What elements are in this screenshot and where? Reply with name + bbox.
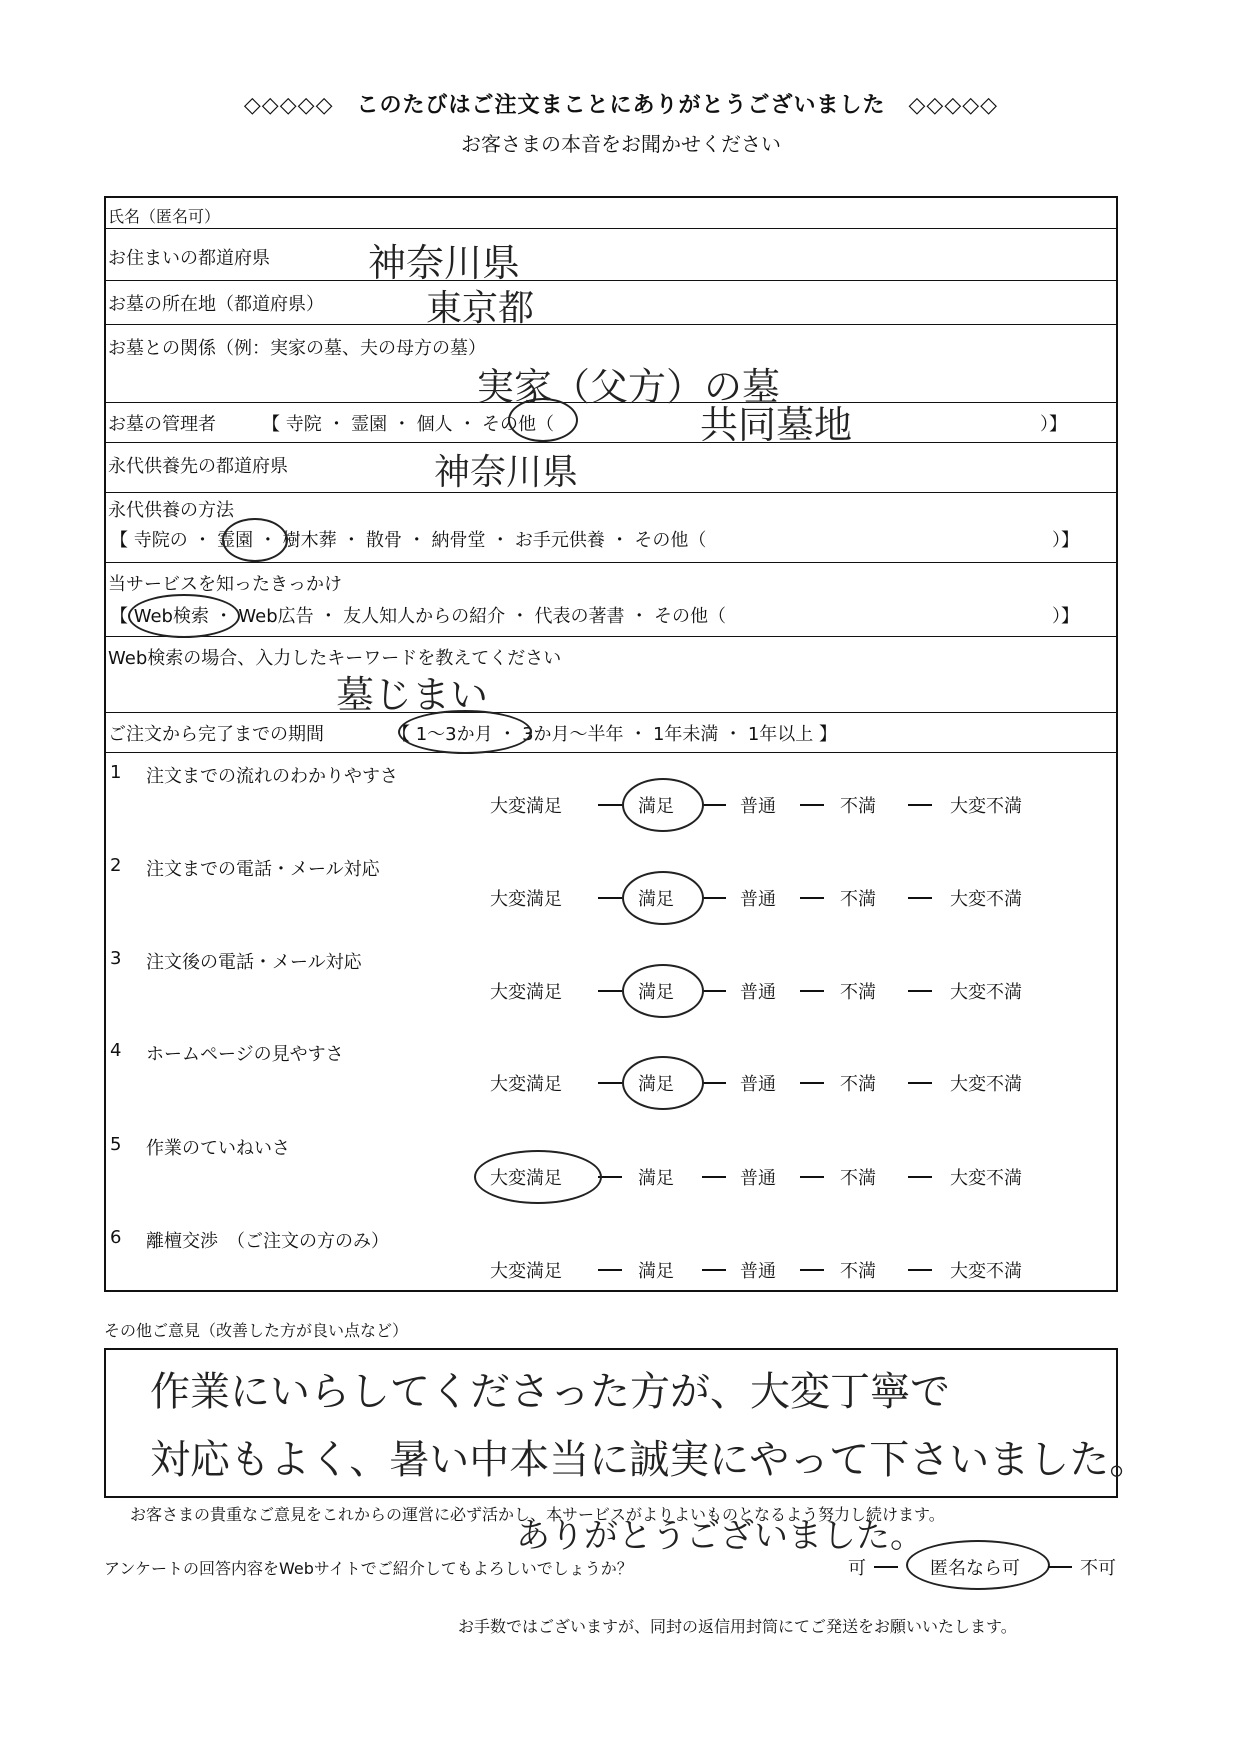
rating-dash xyxy=(800,1176,824,1178)
divider xyxy=(104,492,1118,493)
rating-dash xyxy=(598,1082,622,1084)
rating-dash xyxy=(908,990,932,992)
rating-option[interactable]: 満足 xyxy=(638,1261,674,1282)
question-label: 注文までの流れのわかりやすさ xyxy=(146,766,398,787)
selection-circle xyxy=(508,398,578,442)
relation-value[interactable]: 実家（父方）の墓 xyxy=(476,365,781,409)
eitai-pref-value[interactable]: 神奈川県 xyxy=(434,452,579,493)
selection-circle xyxy=(906,1540,1050,1590)
publish-option-anonymous[interactable]: 匿名なら可 xyxy=(930,1558,1020,1579)
rating-dash xyxy=(800,990,824,992)
rating-option[interactable]: 大変不満 xyxy=(950,1074,1022,1095)
rating-selection-circle xyxy=(622,964,704,1018)
rating-dash xyxy=(908,804,932,806)
rating-dash xyxy=(908,1082,932,1084)
divider xyxy=(104,752,1118,753)
rating-option[interactable]: 普通 xyxy=(740,796,776,817)
rating-option[interactable]: 普通 xyxy=(740,1074,776,1095)
dash xyxy=(1048,1566,1072,1568)
rating-option[interactable]: 満足 xyxy=(638,1168,674,1189)
rating-selection-circle xyxy=(474,1150,602,1204)
rating-option[interactable]: 大変満足 xyxy=(490,796,562,817)
rating-dash xyxy=(598,1269,622,1271)
name-label: 氏名（匿名可） xyxy=(108,207,221,226)
question-label: 作業のていねいさ xyxy=(146,1138,290,1159)
rating-option[interactable]: 不満 xyxy=(840,982,876,1003)
rating-option[interactable]: 大変不満 xyxy=(950,982,1022,1003)
rating-dash xyxy=(702,1082,726,1084)
rating-selection-circle xyxy=(622,871,704,925)
rating-option[interactable]: 大変不満 xyxy=(950,1261,1022,1282)
source-label: 当サービスを知ったきっかけ xyxy=(108,574,342,595)
rating-dash xyxy=(800,1269,824,1271)
rating-dash xyxy=(702,1269,726,1271)
divider xyxy=(104,442,1118,443)
period-options[interactable]: 【 1～3か月 ・ 3か月～半年 ・ 1年未満 ・ 1年以上 】 xyxy=(392,724,838,745)
question-label: 離檀交渉 （ご注文の方のみ） xyxy=(146,1231,389,1252)
manager-label: お墓の管理者 xyxy=(108,414,216,435)
manager-close: ）】 xyxy=(1040,414,1067,435)
rating-option[interactable]: 大変満足 xyxy=(490,1074,562,1095)
rating-option[interactable]: 不満 xyxy=(840,1261,876,1282)
divider xyxy=(104,636,1118,637)
manager-value[interactable]: 共同墓地 xyxy=(700,403,853,447)
comment-line-1[interactable]: 作業にいらしてくださった方が、大変丁寧で xyxy=(150,1369,950,1415)
selection-circle xyxy=(398,710,532,754)
rating-dash xyxy=(702,897,726,899)
rating-dash xyxy=(800,897,824,899)
rating-option[interactable]: 普通 xyxy=(740,982,776,1003)
period-label: ご注文から完了までの期間 xyxy=(108,724,324,745)
rating-dash xyxy=(908,897,932,899)
rating-dash xyxy=(598,897,622,899)
question-label: 注文後の電話・メール対応 xyxy=(146,952,362,973)
prefecture-value[interactable]: 神奈川県 xyxy=(368,241,521,285)
rating-dash xyxy=(908,1176,932,1178)
comment-line-2[interactable]: 対応もよく、暑い中本当に誠実にやって下さいました。 xyxy=(150,1437,1150,1483)
rating-dash xyxy=(598,990,622,992)
divider xyxy=(104,712,1118,713)
rating-option[interactable]: 不満 xyxy=(840,796,876,817)
rating-dash xyxy=(800,804,824,806)
eitai-method-label: 永代供養の方法 xyxy=(108,500,234,521)
question-number: 6 xyxy=(110,1227,122,1248)
rating-dash xyxy=(702,990,726,992)
rating-option[interactable]: 普通 xyxy=(740,889,776,910)
question-number: 3 xyxy=(110,948,122,969)
rating-option[interactable]: 満足 xyxy=(638,1074,674,1095)
eitai-method-options[interactable]: 【 寺院の ・ 霊園 ・ 樹木葬 ・ 散骨 ・ 納骨堂 ・ お手元供養 ・ その他（ xyxy=(110,530,707,551)
source-options[interactable]: 【 Web検索 ・ Web広告 ・ 友人知人からの紹介 ・ 代表の著書 ・ その他（ xyxy=(110,606,726,627)
rating-option[interactable]: 大変満足 xyxy=(490,889,562,910)
publish-option-no[interactable]: 不可 xyxy=(1080,1558,1116,1579)
question-number: 5 xyxy=(110,1134,122,1155)
dash xyxy=(874,1566,898,1568)
rating-option[interactable]: 普通 xyxy=(740,1168,776,1189)
comment-line-3[interactable]: ありがとうございました。 xyxy=(516,1516,924,1556)
rating-dash xyxy=(908,1269,932,1271)
question-label: 注文までの電話・メール対応 xyxy=(146,859,380,880)
grave-location-value[interactable]: 東京都 xyxy=(426,288,535,329)
divider xyxy=(104,562,1118,563)
relation-label: お墓との関係（例：実家の墓、夫の母方の墓） xyxy=(108,338,486,359)
rating-option[interactable]: 大変満足 xyxy=(490,982,562,1003)
grave-location-label: お墓の所在地（都道府県） xyxy=(108,294,324,315)
question-number: 4 xyxy=(110,1040,122,1061)
keyword-value[interactable]: 墓じまい xyxy=(336,673,489,717)
source-close: ）】 xyxy=(1052,606,1079,627)
divider xyxy=(104,280,1118,281)
closing-text: お手数ではございますが、同封の返信用封筒にてご発送をお願いいたします。 xyxy=(458,1617,1017,1636)
rating-option[interactable]: 大変不満 xyxy=(950,796,1022,817)
keyword-label: Web検索の場合、入力したキーワードを教えてください xyxy=(108,648,562,669)
publish-question: アンケートの回答内容をWebサイトでご紹介してもよろしいでしょうか？ xyxy=(104,1559,633,1578)
eitai-pref-label: 永代供養先の都道府県 xyxy=(108,456,288,477)
rating-dash xyxy=(702,804,726,806)
selection-circle xyxy=(128,594,240,638)
prefecture-label: お住まいの都道府県 xyxy=(108,248,270,269)
rating-option[interactable]: 満足 xyxy=(638,889,674,910)
manager-options[interactable]: 【 寺院 ・ 霊園 ・ 個人 ・ その他（ xyxy=(262,414,555,435)
rating-option[interactable]: 普通 xyxy=(740,1261,776,1282)
rating-option[interactable]: 不満 xyxy=(840,1074,876,1095)
rating-option[interactable]: 大変不満 xyxy=(950,1168,1022,1189)
rating-selection-circle xyxy=(622,1056,704,1110)
question-number: 1 xyxy=(110,762,122,783)
survey-title: ◇◇◇◇◇ このたびはご注文まことにありがとうございました ◇◇◇◇◇ xyxy=(243,93,999,118)
rating-option[interactable]: 大変満足 xyxy=(490,1168,562,1189)
rating-dash xyxy=(598,804,622,806)
rating-selection-circle xyxy=(622,778,704,832)
question-label: ホームページの見やすさ xyxy=(146,1044,344,1065)
comments-label: その他ご意見（改善した方が良い点など） xyxy=(104,1321,409,1340)
divider xyxy=(104,324,1118,325)
rating-option[interactable]: 不満 xyxy=(840,889,876,910)
eitai-method-close: ）】 xyxy=(1052,530,1079,551)
divider xyxy=(104,228,1118,229)
rating-dash xyxy=(800,1082,824,1084)
rating-dash xyxy=(702,1176,726,1178)
question-number: 2 xyxy=(110,855,122,876)
publish-option-ok[interactable]: 可 xyxy=(848,1558,866,1579)
rating-option[interactable]: 大変満足 xyxy=(490,1261,562,1282)
survey-subtitle: お客さまの本音をお聞かせください xyxy=(461,132,781,156)
rating-option[interactable]: 大変不満 xyxy=(950,889,1022,910)
selection-circle xyxy=(222,518,288,562)
rating-option[interactable]: 不満 xyxy=(840,1168,876,1189)
rating-option[interactable]: 満足 xyxy=(638,982,674,1003)
thanks-text: お客さまの貴重なご意見をこれからの運営に必ず活かし、本サービスがよりよいものとなるよう努力し続けます。 xyxy=(130,1505,945,1524)
rating-option[interactable]: 満足 xyxy=(638,796,674,817)
